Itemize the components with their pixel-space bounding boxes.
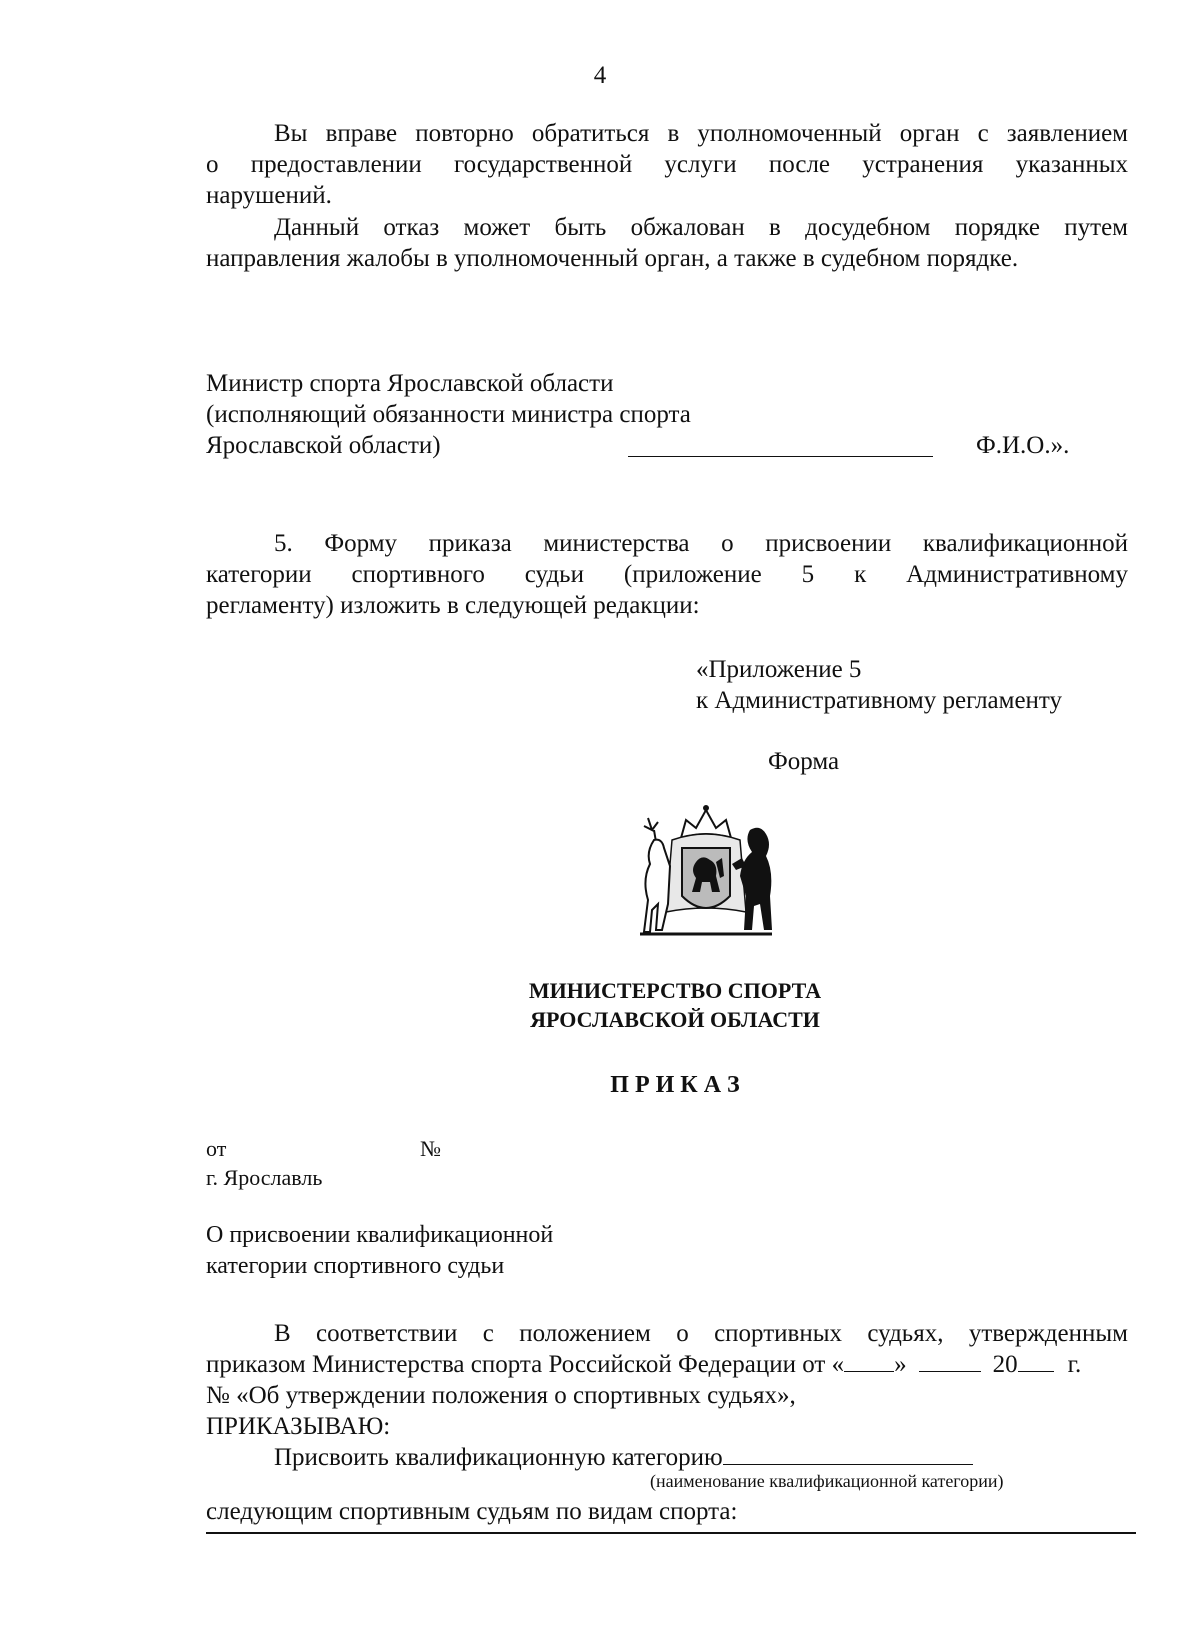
paragraph-line: Данный отказ может быть обжалован в досудебном порядке путем: [274, 214, 1128, 241]
signature-title-line: (исполняющий обязанности министра спорта: [206, 401, 691, 428]
city-label: г. Ярославль: [206, 1165, 323, 1190]
signature-fio: Ф.И.О.».: [976, 432, 1070, 459]
year-blank: [1018, 1349, 1054, 1372]
paragraph-item-5: [206, 528, 1128, 621]
body-line-judges: следующим спортивным судьям по видам спорта:: [206, 1498, 738, 1525]
signature-title-line: Ярославской области): [206, 432, 441, 459]
appendix-reference: [696, 654, 1062, 716]
paragraph-line: категории спортивного судьи (приложение 5 к Административному: [206, 561, 1128, 588]
body-line-text: приказом Министерства спорта Российской Федерации от «: [206, 1351, 845, 1378]
body-line-date: [206, 1349, 1128, 1380]
signature-line: [628, 456, 933, 457]
ministry-heading-line: ЯРОСЛАВСКОЙ ОБЛАСТИ: [530, 1007, 820, 1032]
body-line-text: Присвоить квалификационную категорию: [274, 1444, 723, 1471]
bottom-rule: [206, 1532, 1136, 1534]
form-label: Форма: [768, 748, 840, 775]
paragraph-line: регламенту) изложить в следующей редакции:: [206, 592, 700, 619]
paragraph-reapply: [206, 118, 1128, 211]
category-blank: [723, 1442, 973, 1465]
body-line-text: 20: [992, 1351, 1018, 1378]
body-line: № «Об утверждении положения о спортивных судьях»,: [206, 1382, 796, 1409]
appendix-line: к Административному регламенту: [696, 687, 1063, 714]
category-hint: (наименование квалификационной категории): [650, 1471, 1004, 1491]
paragraph-line: Вы вправе повторно обратиться в уполномоченный орган с заявлением: [274, 120, 1128, 147]
from-label: от: [206, 1136, 227, 1161]
subject-line: категории спортивного судьи: [206, 1253, 505, 1279]
paragraph-line: о предоставлении государственной услуги после устранения указанных: [206, 151, 1128, 178]
signature-block: [206, 368, 691, 461]
subject-line: О присвоении квалификационной: [206, 1222, 554, 1248]
order-body: [206, 1318, 1128, 1473]
body-line: В соответствии с положением о спортивных судьях, утвержденным: [274, 1320, 1128, 1347]
order-title: П Р И К А З: [610, 1072, 740, 1098]
paragraph-line: направления жалобы в уполномоченный орган, а также в судебном порядке.: [206, 245, 1019, 272]
body-line-text: г.: [1067, 1351, 1082, 1378]
body-line-category: [206, 1442, 1128, 1473]
paragraph-line: 5. Форму приказа министерства о присвоении квалификационной: [274, 530, 1128, 557]
paragraph-line: нарушений.: [206, 182, 332, 209]
ministry-heading-line: МИНИСТЕРСТВО СПОРТА: [528, 978, 822, 1003]
ministry-heading: [500, 976, 850, 1034]
body-line: ПРИКАЗЫВАЮ:: [206, 1413, 391, 1440]
number-label: №: [420, 1136, 441, 1161]
page-number: 4: [593, 62, 607, 89]
paragraph-appeal: [206, 212, 1128, 274]
day-blank: [844, 1349, 894, 1372]
body-line-text: »: [894, 1351, 907, 1378]
appendix-line: «Приложение 5: [696, 656, 862, 683]
order-subject: [206, 1220, 553, 1282]
month-blank: [919, 1349, 981, 1372]
signature-title-line: Министр спорта Ярославской области: [206, 370, 614, 397]
coat-of-arms-icon: [626, 800, 786, 950]
